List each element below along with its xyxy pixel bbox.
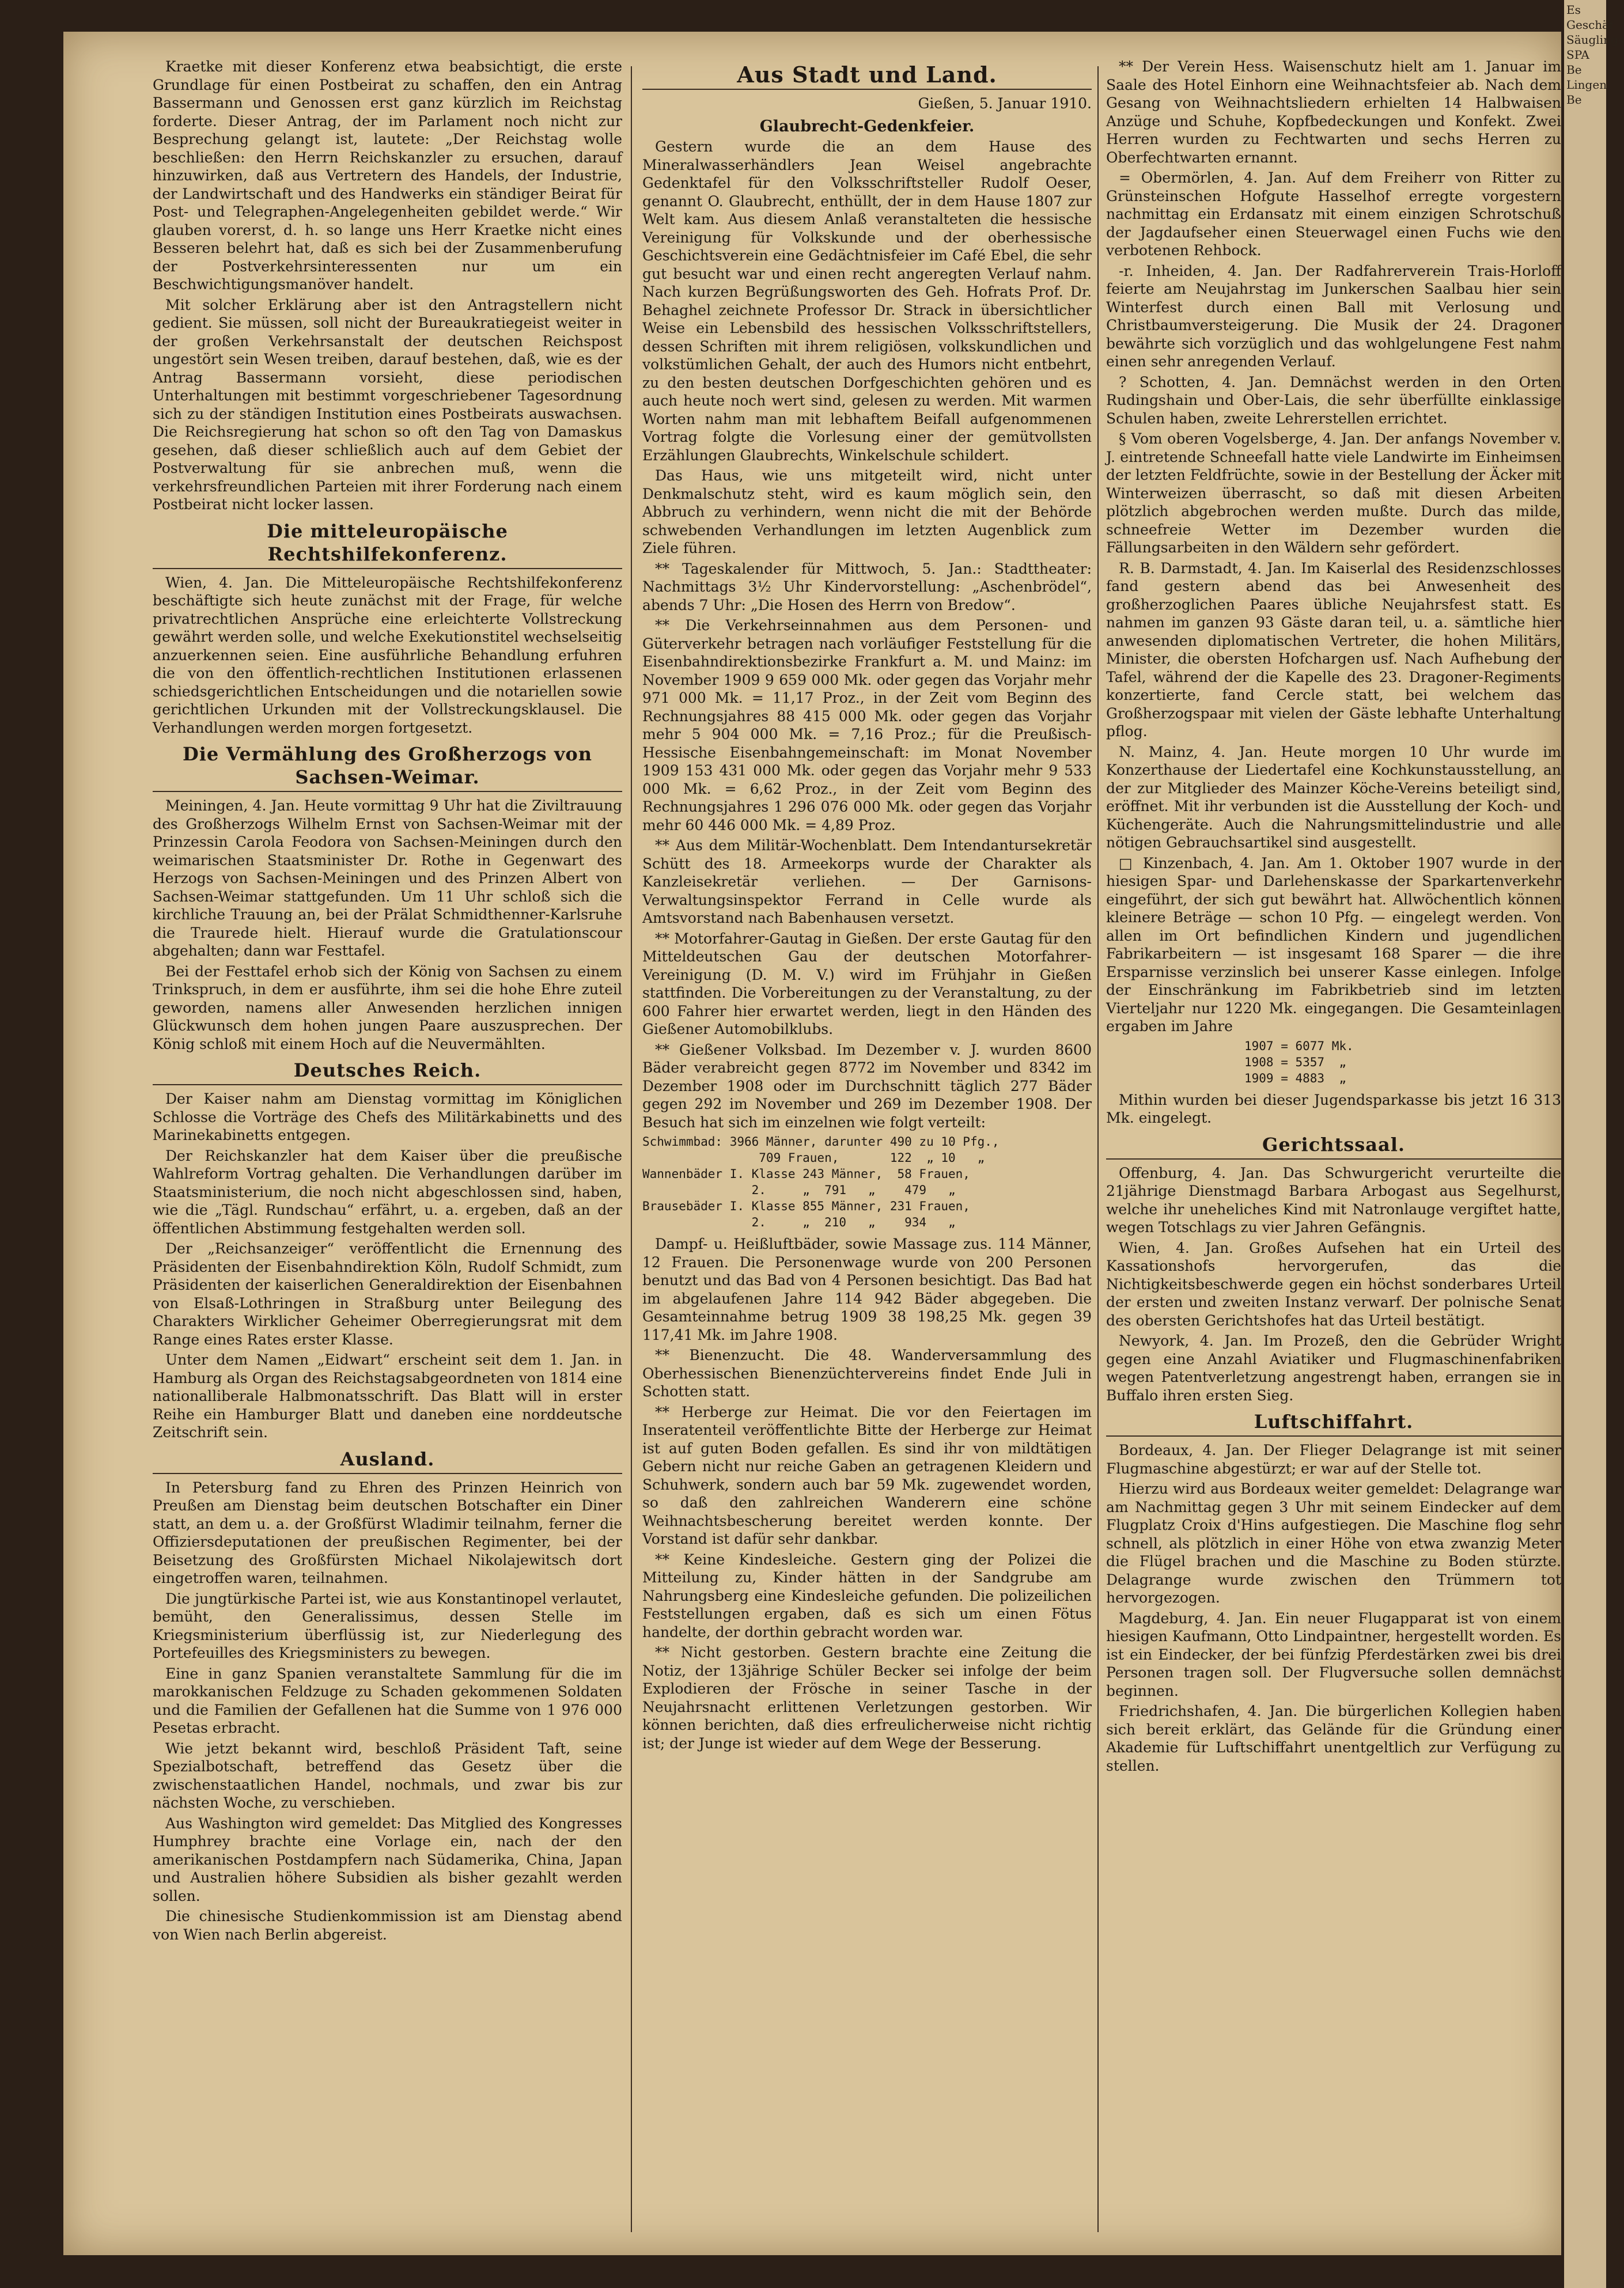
- article-paragraph: ** Gießener Volksbad. Im Dezember v. J. wurden 8600 Bäder verabreicht gegen 8772 im November und 8342 im Dezember 1908 oder im Durchschnitt täglich 277 Bäder gegen 292 im November und 269 im Dezember 1908. Der Besuch hat sich im einzelnen wie folgt verteilt:: [642, 1041, 1092, 1131]
- article-paragraph: ** Herberge zur Heimat. Die vor den Feiertagen im Inseratenteil veröffentlichte Bitte der Herberge zur Heimat ist auf guten Boden gefallen. Es sind ihr von mildtätigen Gebern nicht nur reiche Gaben an getragenen Kleidern und Schuhwerk, sondern auch bar 59 Mk. zugewendet worden, so daß den zahlreichen Wanderern eine schöne Weihnachtsbescherung bereitet werden konnte. Der Vorstand ist dafür sehr dankbar.: [642, 1403, 1092, 1547]
- article-paragraph: Dampf- u. Heißluftbäder, sowie Massage zus. 114 Männer, 12 Frauen. Die Personenwage wurde von 200 Personen benutzt und das Bad von 4 Personen besichtigt. Das Bad hat im abgelaufenen Jahre 114 942 Bäder abgegeben. Die Gesamteinnahme betrug 1909 38 198,25 Mk. gegen 39 117,41 Mk. im Jahre 1908.: [642, 1236, 1092, 1343]
- article-paragraph: Newyork, 4. Jan. Im Prozeß, den die Gebrüder Wright gegen eine Anzahl Aviatiker und Flugmaschinenfabriken wegen Patentverletzung angestrengt haben, errangen sie in Buffalo ihren ersten Sieg.: [1106, 1332, 1561, 1404]
- article-paragraph: Wie jetzt bekannt wird, beschloß Präsident Taft, seine Spezialbotschaft, betreffend das Gesetz über die zwischenstaatlichen Handel, nochmals, und zwar bis zur nächsten Woche, zu verschieben.: [153, 1740, 622, 1811]
- article-paragraph: ** Die Verkehrseinnahmen aus dem Personen- und Güterverkehr betragen nach vorläufiger Feststellung für die Eisenbahndirektionsbezirke Frankfurt a. M. und Mainz: im November 1909 9 659 000 Mk. oder gegen das Vorjahr mehr 971 000 Mk. = 11,17 Proz., in der Zeit vom Beginn des Rechnungsjahres 88 415 000 Mk. oder gegen das Vorjahr mehr 5 904 000 Mk. = 7,16 Proz.; für die Preußisch-Hessische Eisenbahngemeinschaft: im Monat November 1909 153 431 000 Mk. oder gegen das Vorjahr mehr 9 533 000 Mk. = 6,62 Proz., in der Zeit vom Beginn des Rechnungsjahres 1 296 076 000 Mk. oder gegen das Vorjahr mehr 60 446 000 Mk. = 4,89 Proz.: [642, 617, 1092, 834]
- section-heading: Gerichtssaal.: [1106, 1133, 1561, 1160]
- article-paragraph: Meiningen, 4. Jan. Heute vormittag 9 Uhr hat die Ziviltrauung des Großherzogs Wilhelm Ernst von Sachsen-Weimar mit der Prinzessin Carola Feodora von Sachsen-Meiningen durch den weimarischen Staatsminister Dr. Rothe in Gegenwart des Herzogs von Sachsen-Meiningen und des Prinzen Albert von Sachsen-Weimar stattgefunden. Um 11 Uhr schloß sich die kirchliche Trauung an, bei der Prälat Schmidthenner-Karlsruhe die Traurede hielt. Hierauf wurde die Gratulationscour abgehalten; dann war Festtafel.: [153, 797, 622, 959]
- article-paragraph: Wien, 4. Jan. Die Mitteleuropäische Rechtshilfekonferenz beschäftigte sich heute zunächst mit der Frage, für welche privatrechtlichen Ansprüche eine erleichterte Vollstreckung gewährt werden solle, und welche Exekutionstitel wechselseitig anzuerkennen seien. Eine ausführliche Behandlung erfuhren die von den öffentlich-rechtlichen Institutionen erlassenen schiedsgerichtlichen Entscheidungen und die notariellen sowie gerichtlichen Urkunden mit der Vollstreckungsklausel. Die Verhandlungen werden morgen fortgesetzt.: [153, 574, 622, 736]
- article-paragraph: Wien, 4. Jan. Großes Aufsehen hat ein Urteil des Kassationshofs hervorgerufen, das die Nichtigkeitsbeschwerde gegen ein höchst sonderbares Urteil der ersten und zweiten Instanz verwarf. Der polnische Senat des obersten Gerichtshofes hat das Urteil bestätigt.: [1106, 1239, 1561, 1329]
- table-row: 1907 = 6077 Mk.: [1244, 1039, 1354, 1053]
- article-paragraph: ** Der Verein Hess. Waisenschutz hielt am 1. Januar im Saale des Hotel Einhorn eine Weihnachtsfeier ab. Nach dem Gesang von Weihnachtsliedern erhielten 14 Halbwaisen Anzüge und Schuhe, Kopfbedeckungen und Konfekt. Zwei Herren wurden zu Fechtwarten und sechs Herren zu Oberfechtwarten ernannt.: [1106, 58, 1561, 166]
- article-paragraph: Die jungtürkische Partei ist, wie aus Konstantinopel verlautet, bemüht, den Generalissimus, dessen Stelle im Kriegsministerium überflüssig ist, zur Niederlegung des Portefeuilles des Kriegsministers zu bewegen.: [153, 1590, 622, 1661]
- article-paragraph: Bei der Festtafel erhob sich der König von Sachsen zu einem Trinkspruch, in dem er ausführte, ihm sei die hohe Ehre zuteil geworden, namens aller Anwesenden herzlichen innigen Glückwunsch dem hohen jungen Paare auszusprechen. Der König schloß mit einem Hoch auf die Neuvermählten.: [153, 963, 622, 1052]
- article-paragraph: N. Mainz, 4. Jan. Heute morgen 10 Uhr wurde im Konzerthause der Liedertafel eine Kochkunstausstellung, an der zur Mitglieder des Mainzer Köche-Vereins beteiligt sind, eröffnet. Mit ihr verbunden ist die Ausstellung der Koch- und Küchengeräte. Auch die Nahrungsmittelindustrie und alle nötigen Gebrauchsartikel sind ausgestellt.: [1106, 743, 1561, 851]
- table-row: Wannenbäder I. Klasse 243 Männer, 58 Frauen,: [642, 1167, 970, 1181]
- table-row: 2. „ 210 „ 934 „: [642, 1215, 956, 1229]
- table-row: 2. „ 791 „ 479 „: [642, 1183, 956, 1197]
- article-paragraph: Friedrichshafen, 4. Jan. Die bürgerlichen Kollegien haben sich bereit erklärt, das Gelände für die Gründung einer Akademie für Luftschiffahrt unentgeltlich zur Verfügung zu stellen.: [1106, 1703, 1561, 1774]
- article-paragraph: -r. Inheiden, 4. Jan. Der Radfahrerverein Trais-Horloff feierte am Neujahrstag im Junkerschen Saalbau hier sein Winterfest durch einen Ball mit Verlosung und Christbaumversteigerung. Die Musik der 24. Dragoner bewährte sich vorzüglich und das wohlgelungene Fest nahm einen sehr anregenden Verlauf.: [1106, 262, 1561, 370]
- article-paragraph: Aus Washington wird gemeldet: Das Mitglied des Kongresses Humphrey brachte eine Vorlage ein, nach der den amerikanischen Postdampfern nach Südamerika, China, Japan und Australien höhere Subsidien als bisher gezahlt werden sollen.: [153, 1815, 622, 1904]
- article-paragraph: ** Bienenzucht. Die 48. Wanderversammlung des Oberhessischen Bienenzüchtervereins findet Ende Juli in Schotten statt.: [642, 1347, 1092, 1400]
- article-paragraph: ** Tageskalender für Mittwoch, 5. Jan.: Stadttheater: Nachmittags 3½ Uhr Kindervorstellung: „Aschenbrödel“, abends 7 Uhr: „Die Hosen des Herrn von Bredow“.: [642, 560, 1092, 613]
- article-paragraph: § Vom oberen Vogelsberge, 4. Jan. Der anfangs November v. J. eintretende Schneefall hatte viele Landwirte im Einheimsen der letzten Feldfrüchte, sowie in der Bestellung der Äcker mit Winterweizen überrascht, so daß mit diesen Arbeiten plötzlich abgebrochen werden mußte. Durch das milde, schneefreie Wetter im Dezember wurden die Fällungsarbeiten in den Wäldern sehr gefördert.: [1106, 430, 1561, 556]
- article-paragraph: Kraetke mit dieser Konferenz etwa beabsichtigt, die erste Grundlage für einen Postbeirat zu schaffen, den ein Antrag Bassermann und Genossen erst ganz kürzlich im Reichstag forderte. Dieser Antrag, der im Parlament noch nicht zur Besprechung gelangt ist, lautete: „Der Reichstag wolle beschließen: den Herrn Reichskanzler zu ersuchen, darauf hinzuwirken, daß aus Vertretern des Handels, der Industrie, der Landwirtschaft und des Handwerks ein ständiger Beirat für Post- und Telegraphen-Angelegenheiten gebildet werde.“ Wir glauben vorerst, d. h. so lange uns Herr Kraetke nicht eines Besseren belehrt hat, daß es sich bei der Zusammenberufung der Postverkehrsinteressenten nur um ein Beschwichtigungsmanöver handelt.: [153, 58, 622, 293]
- article-paragraph: Das Haus, wie uns mitgeteilt wird, nicht unter Denkmalschutz steht, wird es kaum möglich sein, den Abbruch zu verhindern, wenn nicht die mit der Behörde schwebenden Verhandlungen im letzten Augenblick zum Ziele führen.: [642, 467, 1092, 556]
- article-paragraph: Mithin wurden bei dieser Jugendsparkasse bis jetzt 16 313 Mk. eingelegt.: [1106, 1091, 1561, 1126]
- article-paragraph: Eine in ganz Spanien veranstaltete Sammlung für die im marokkanischen Feldzuge zu Schaden gekommenen Soldaten und die Familien der Gefallenen hat die Summe von 1 976 000 Pesetas erbracht.: [153, 1665, 622, 1736]
- section-heading: Luftschiffahrt.: [1106, 1410, 1561, 1437]
- article-paragraph: Der Reichskanzler hat dem Kaiser über die preußische Wahlreform Vortrag gehalten. Die Verhandlungen darüber im Staatsministerium, die noch nicht abgeschlossen sind, haben, wie die „Tägl. Rundschau“ erfährt, u. a. ergeben, daß an der öffentlichen Abstimmung festgehalten werden soll.: [153, 1147, 622, 1237]
- article-paragraph: ** Motorfahrer-Gautag in Gießen. Der erste Gautag für den Mitteldeutschen Gau der deutschen Motorfahrer-Vereinigung (D. M. V.) wird im Frühjahr in Gießen stattfinden. Die Vorbereitungen zu der Veranstaltung, zu der 600 Fahrer hier erwartet werden, liegt in den Händen des Gießener Automobilklubs.: [642, 930, 1092, 1037]
- column-left: [153, 58, 622, 2238]
- column-rule: [1097, 66, 1099, 2232]
- article-heading: Glaubrecht-Gedenkfeier.: [759, 117, 975, 135]
- article-paragraph: Der „Reichsanzeiger“ veröffentlicht die Ernennung des Präsidenten der Eisenbahndirektion Köln, Rudolf Schmidt, zum Präsidenten der kaiserlichen Generaldirektion der Eisenbahnen von Elsaß-Lothringen in Straßburg unter Beilegung des Charakters Wirklicher Geheimer Oberregierungsrat mit dem Range eines Rates erster Klasse.: [153, 1240, 622, 1348]
- article-paragraph: Unter dem Namen „Eidwart“ erscheint seit dem 1. Jan. in Hamburg als Organ des Reichstagsabgeordneten von 1814 eine nationalliberale Halbmonatsschrift. Das Blatt will in erster Reihe ein Hamburger Blatt und daneben eine norddeutsche Zeitschrift sein.: [153, 1351, 622, 1441]
- table-row: 709 Frauen, 122 „ 10 „: [642, 1151, 985, 1165]
- article-paragraph: Magdeburg, 4. Jan. Ein neuer Flugapparat ist von einem hiesigen Kaufmann, Otto Lindpaintner, hergestellt worden. Es ist ein Eindecker, der bei fünfzig Pferdestärken zwei bis drei Personen tragen soll. Der Flugversuche sollen demnächst beginnen.: [1106, 1609, 1561, 1699]
- article-paragraph: = Obermörlen, 4. Jan. Auf dem Freiherr von Ritter zu Grünsteinschen Hofgute Hasselhof erregte vorgestern nachmittag ein Erdansatz mit einem einzigen Schrotschuß der Jagdaufseher einen Steuerwagel einen Fuchs wie den verbotenen Rehbock.: [1106, 169, 1561, 259]
- article-paragraph: Gestern wurde die an dem Hause des Mineralwasserhändlers Jean Weisel angebrachte Gedenktafel für den Volksschriftsteller Rudolf Oeser, genannt O. Glaubrecht, enthüllt, der in dem Hause 1807 zur Welt kam. Aus diesem Anlaß veranstalteten die hessische Vereinigung für Volkskunde und der oberhessische Geschichtsverein eine Gedächtnisfeier im Café Ebel, die sehr gut besucht war und einen recht angeregten Verlauf nahm. Nach kurzen Begrüßungsworten des Geh. Hofrats Prof. Dr. Behaghel zeichnete Professor Dr. Strack in übersichtlicher Weise ein Lebensbild des hessischen Volksschriftstellers, dessen Schriften mit ihrem religiösen, volkskundlichen und volkstümlichen Gehalt, der auch des Humors nicht entbehrt, zu den besten deutschen Dorfgeschichten gehören und es auch heute noch wert sind, gelesen zu werden. Mit warmen Worten nahm man mit lebhaftem Beifall aufgenommenen Vortrag folgte die Vorlesung einer der gemütvollsten Erzählungen Glaubrechts, Winkelschule schildert.: [642, 138, 1092, 464]
- article-paragraph: ** Nicht gestorben. Gestern brachte eine Zeitung die Notiz, der 13jährige Schüler Becker sei infolge der beim Explodieren der Frösche in seiner Tasche in der Neujahrsnacht erlittenen Verletzungen gestorben. Wir können berichten, daß dies erfreulicherweise nicht richtig ist; der Junge ist wieder auf dem Wege der Besserung.: [642, 1644, 1092, 1752]
- adjacent-page-edge: [1564, 0, 1624, 2288]
- column-middle: [642, 58, 1092, 2238]
- table-row: 1908 = 5357 „: [1244, 1055, 1347, 1069]
- article-paragraph: Offenburg, 4. Jan. Das Schwurgericht verurteilte die 21jährige Dienstmagd Barbara Arbogast aus Segelhurst, welche ihr uneheliches Kind mit Natronlauge vergiftet hatte, wegen Totschlags zu vier Jahren Gefängnis.: [1106, 1164, 1561, 1236]
- edge-text: Es Geschäf Säuglings SPA Be Lingen Be: [1566, 3, 1624, 107]
- article-paragraph: Die chinesische Studienkommission ist am Dienstag abend von Wien nach Berlin abgereist.: [153, 1908, 622, 1943]
- page-title: Aus Stadt und Land.: [642, 63, 1092, 90]
- article-paragraph: □ Kinzenbach, 4. Jan. Am 1. Oktober 1907 wurde in der hiesigen Spar- und Darlehenskasse der Sparkartenverkehr eingeführt, der sich gut bewährt hat. Allwöchentlich können kleinere Beträge — schon 10 Pfg. — eingelegt werden. Von allen im Ort befindlichen Kindern und jugendlichen Fabrikarbeitern — ist insgesamt 168 Sparer — die ihre Ersparnisse verzinslich bei unserer Kasse einlegen. Infolge der Einschränkung im Fabrikbetrieb sind im letzten Vierteljahr nur 1220 Mk. eingegangen. Die Gesamteinlagen ergaben im Jahre: [1106, 854, 1561, 1035]
- column-right: [1106, 58, 1561, 2238]
- dateline: Gießen, 5. Januar 1910.: [918, 95, 1092, 112]
- article-paragraph: Hierzu wird aus Bordeaux weiter gemeldet: Delagrange war am Nachmittag gegen 3 Uhr mit seinem Eindecker auf dem Flugplatz Croix d'Hins aufgestiegen. Die Maschine flog sehr schnell, als plötzlich in einer Höhe von etwa zwanzig Meter die Flügel brachen und die Maschine zu Boden stürzte. Delagrange wurde zwischen den Trümmern tot hervorgezogen.: [1106, 1480, 1561, 1606]
- article-paragraph: Der Kaiser nahm am Dienstag vormittag im Königlichen Schlosse die Vorträge des Chefs des Militärkabinetts und des Marinekabinetts entgegen.: [153, 1090, 622, 1143]
- article-paragraph: ** Aus dem Militär-Wochenblatt. Dem Intendantursekretär Schütt des 18. Armeekorps wurde der Charakter als Kanzleisekretär verliehen. — Der Garnisons-Verwaltungsinspektor Ferrand in Celle wurde als Amtsvorstand nach Babenhausen versetzt.: [642, 837, 1092, 926]
- table-row: 1909 = 4883 „: [1244, 1071, 1347, 1085]
- section-heading: Ausland.: [153, 1448, 622, 1474]
- article-paragraph: Bordeaux, 4. Jan. Der Flieger Delagrange ist mit seiner Flugmaschine abgestürzt; er war auf der Stelle tot.: [1106, 1442, 1561, 1477]
- section-heading: Die Vermählung des Großherzogs von Sachsen-Weimar.: [153, 743, 622, 792]
- section-heading: Deutsches Reich.: [153, 1059, 622, 1085]
- savings-table: [1106, 1038, 1561, 1086]
- column-rule: [631, 66, 632, 2232]
- table-row: Schwimmbad: 3966 Männer, darunter 490 zu 10 Pfg.,: [642, 1135, 1000, 1149]
- bath-statistics-table: [642, 1134, 1092, 1230]
- article-paragraph: ** Keine Kindesleiche. Gestern ging der Polizei die Mitteilung zu, Kinder hätten in der Sandgrube am Nahrungsberg eine Kindesleiche gefunden. Die polizeilichen Feststellungen ergaben, daß es sich um einen Fötus handelte, der dorthin gebracht worden war.: [642, 1551, 1092, 1641]
- article-paragraph: Mit solcher Erklärung aber ist den Antragstellern nicht gedient. Sie müssen, soll nicht der Bureaukratiegeist weiter in der großen Verkehrsanstalt der deutschen Reichspost ungestört sein Wesen treiben, darauf bestehen, daß, wie es der Antrag Bassermann vorsieht, diese periodischen Unterhaltungen mit bestimmt vorgeschriebener Tagesordnung sich zu der ständigen Institution eines Postbeirats auswachsen. Die Reichsregierung hat schon so oft den Tag von Damaskus gesehen, daß dieser schließlich auch auf dem Gebiet der Postverwaltung für sie anbrechen muß, wenn die verkehrsfreundlichen Parteien mit ihrer Forderung nach einem Postbeirat nicht locker lassen.: [153, 296, 622, 513]
- article-paragraph: R. B. Darmstadt, 4. Jan. Im Kaiserlal des Residenzschlosses fand gestern abend das bei Anwesenheit des großherzoglichen Paares übliche Neujahrsfest statt. Es nahmen im ganzen 93 Gäste daran teil, u. a. sämtliche hier anwesenden diplomatischen Vertreter, die hohen Militärs, Minister, die obersten Hofchargen usf. Nach Aufhebung der Tafel, während der die Kapelle des 23. Dragoner-Regiments konzertierte, fand Cercle statt, bei welchem das Großherzogspaar mit vielen der Gäste lebhafte Unterhaltung pflog.: [1106, 559, 1561, 740]
- newspaper-page: [63, 32, 1561, 2255]
- article-paragraph: ? Schotten, 4. Jan. Demnächst werden in den Orten Rudingshain und Ober-Lais, die sehr überfüllte einklassige Schulen haben, zweite Lehrerstellen errichtet.: [1106, 373, 1561, 427]
- section-heading: Die mitteleuropäische Rechtshilfekonferenz.: [153, 520, 622, 569]
- article-paragraph: In Petersburg fand zu Ehren des Prinzen Heinrich von Preußen am Dienstag beim deutschen Botschafter ein Diner statt, an dem u. a. der Großfürst Wladimir teilnahm, ferner die Offiziersdeputationen der preußischen Regimenter, bei der Beisetzung des Großfürsten Michael Nikolajewitsch dort eingetroffen waren, teilnahmen.: [153, 1479, 622, 1586]
- table-row: Brausebäder I. Klasse 855 Männer, 231 Frauen,: [642, 1199, 970, 1213]
